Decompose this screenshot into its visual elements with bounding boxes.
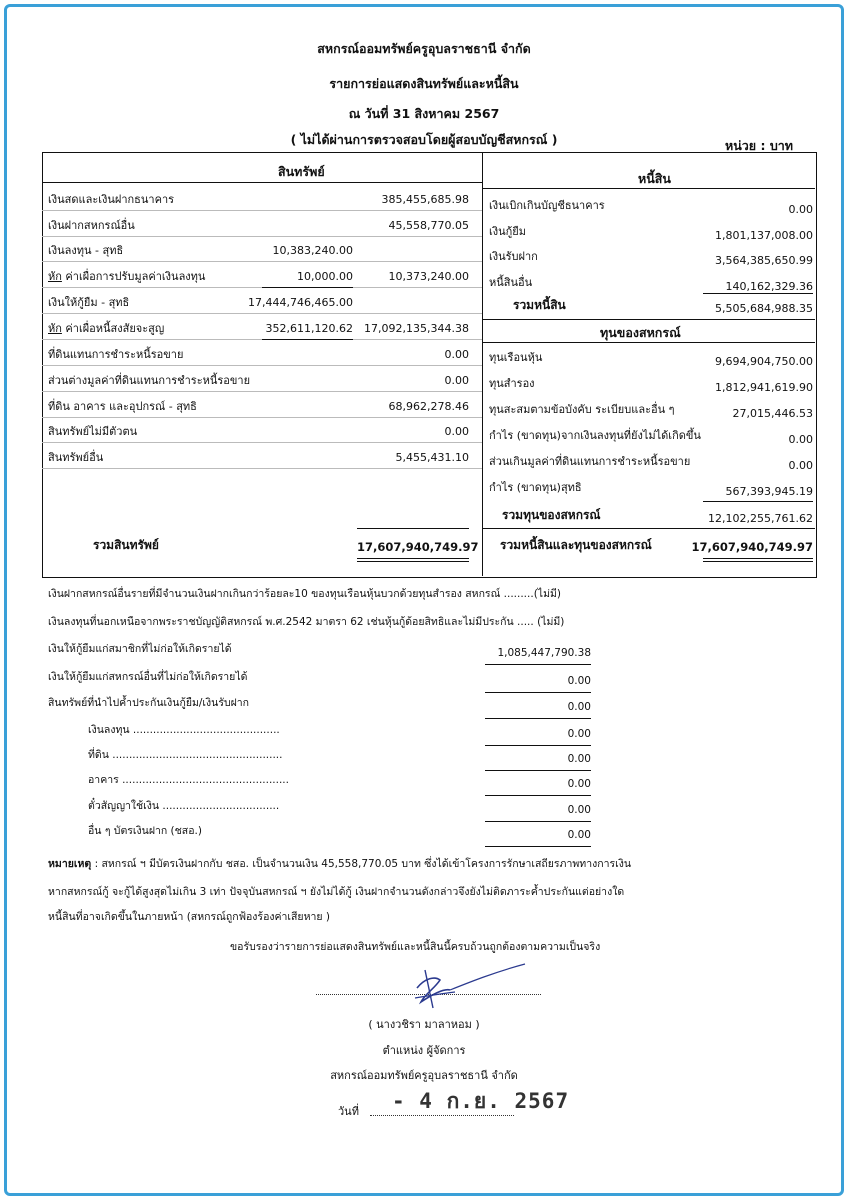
equity-label: ทุนสำรอง [489, 377, 535, 390]
note-item-value: 0.00 [567, 753, 591, 765]
asset-sub-value: 17,444,746,465.00 [248, 296, 353, 309]
note-item-value: 0.00 [567, 778, 591, 790]
asset-row-rule [42, 210, 482, 211]
liability-label: เงินเบิกเกินบัญชีธนาคาร [489, 199, 605, 212]
asset-value: 0.00 [444, 348, 469, 361]
remark-label: หมายเหตุ [48, 858, 92, 870]
equity-value: 9,694,904,750.00 [715, 355, 813, 368]
asset-label [48, 322, 164, 336]
liabilities-heading-rule [482, 188, 815, 189]
deduct-prefix: หัก [48, 270, 62, 283]
note-item-underline [485, 692, 591, 693]
liabilities-total-rule [482, 319, 815, 320]
equity-total-topline [703, 501, 813, 502]
grand-total-underline-2 [703, 561, 813, 562]
note-item-label: อื่น ๆ บัตรเงินฝาก (ชสอ.) [88, 825, 202, 837]
note-item-underline [485, 795, 591, 796]
asset-label [48, 348, 183, 362]
note-item-underline [485, 664, 591, 665]
note-item-label: อาคาร .................................................. [88, 774, 289, 786]
asset-label [48, 296, 129, 310]
equity-label: ส่วนเกินมูลค่าที่ดินแทนการชำระหนี้รอขาย [489, 455, 691, 468]
note-item-value: 0.00 [567, 675, 591, 687]
date-stamp: - 4 ก.ย. 2567 [392, 1089, 570, 1113]
asset-label-text: เงินลงทุน - สุทธิ [48, 244, 124, 257]
remark-line-3: หนี้สินที่อาจเกิดขึ้นในภายหน้า (สหกรณ์ถูกฟ้องร้องค่าเสียหาย ) [48, 911, 330, 923]
note-item-label: สินทรัพย์ที่นำไปค้ำประกันเงินกู้ยืม/เงินรับฝาก [48, 697, 250, 709]
equity-total-value: 12,102,255,761.62 [708, 512, 813, 525]
sub-value-underline [262, 287, 353, 288]
note-item-label: เงินให้กู้ยืมแก่สหกรณ์อื่นที่ไม่ก่อให้เกิดรายได้ [48, 671, 248, 683]
asset-sub-value: 352,611,120.62 [265, 322, 353, 335]
note-item-value: 0.00 [567, 804, 591, 816]
asset-value: 68,962,278.46 [388, 400, 469, 413]
liabilities-total-value: 5,505,684,988.35 [715, 302, 813, 315]
note-item-label: ที่ดิน ................................................... [88, 749, 283, 761]
asset-label-text: ค่าเผื่อหนี้สงสัยจะสูญ [65, 322, 165, 335]
asset-label-text: ที่ดิน อาคาร และอุปกรณ์ - สุทธิ [48, 400, 197, 413]
asset-row-rule [42, 468, 482, 469]
grand-total-underline-1 [703, 558, 813, 559]
note-item-underline [485, 770, 591, 771]
note-item-underline [485, 846, 591, 847]
asset-label [48, 219, 135, 233]
note-item-label: ตั๋วสัญญาใช้เงิน ................................... [88, 800, 280, 812]
assets-total-underline-2 [357, 561, 469, 562]
assets-heading-rule [42, 182, 482, 183]
equity-heading: ทุนของสหกรณ์ [600, 325, 681, 340]
assets-total-underline-1 [357, 558, 469, 559]
note-line-2: เงินลงทุนที่นอกเหนือจากพระราชบัญญัติสหกรณ์ พ.ศ.2542 มาตรา 62 เช่นหุ้นกู้ด้อยสิทธิและไม่มีประกัน ..... (ไม่มี) [48, 616, 565, 628]
note-item-value: 1,085,447,790.38 [497, 647, 591, 659]
equity-value: 1,812,941,619.90 [715, 381, 813, 394]
certify-text: ขอรับรองว่ารายการย่อแสดงสินทรัพย์และหนี้สินนี้ครบถ้วนถูกต้องตามความเป็นจริง [230, 941, 601, 953]
asset-row-rule [42, 261, 482, 262]
note-item-label: เงินลงทุน ............................................ [88, 724, 280, 736]
equity-label: กำไร (ขาดทุน)สุทธิ [489, 481, 582, 494]
grand-total-value: 17,607,940,749.97 [691, 540, 813, 554]
note-item-underline [485, 718, 591, 719]
asset-row-rule [42, 417, 482, 418]
liabilities-total-topline [703, 293, 813, 294]
equity-value: 0.00 [788, 433, 813, 446]
asset-value: 5,455,431.10 [395, 451, 469, 464]
asset-row-rule [42, 442, 482, 443]
asset-row-rule [42, 236, 482, 237]
signature-mark [395, 958, 535, 1018]
sign-date-label: วันที่ [338, 1105, 359, 1118]
signer-name: ( นางวชิรา มาลาหอม ) [368, 1018, 480, 1031]
equity-value: 0.00 [788, 459, 813, 472]
asset-sub-value: 10,000.00 [297, 270, 353, 283]
equity-total-label: รวมทุนของสหกรณ์ [502, 508, 601, 522]
asset-label [48, 374, 250, 388]
signer-position: ตำแหน่ง ผู้จัดการ [382, 1044, 466, 1057]
asset-row-rule [42, 313, 482, 314]
remark-line-2: หากสหกรณ์กู้ จะกู้ได้สูงสุดไม่เกิน 3 เท่า ปัจจุบันสหกรณ์ ฯ ยังไม่ได้กู้ เงินฝากจำนวนดังกล่าวจึงยังไม่ติดภาระค้ำประกันแต่อย่างใด [48, 886, 625, 898]
report-date: ณ วันที่ 31 สิงหาคม 2567 [348, 106, 500, 121]
asset-value: 385,455,685.98 [381, 193, 469, 206]
liability-value: 3,564,385,650.99 [715, 254, 813, 267]
assets-heading: สินทรัพย์ [278, 164, 325, 179]
audit-note: ( ไม่ได้ผ่านการตรวจสอบโดยผู้สอบบัญชีสหกรณ์ ) [290, 132, 558, 147]
asset-label [48, 400, 197, 414]
liability-label: เงินกู้ยืม [489, 225, 527, 238]
note-item-underline [485, 745, 591, 746]
note-item-value: 0.00 [567, 701, 591, 713]
asset-value: 45,558,770.05 [388, 219, 469, 232]
asset-label [48, 425, 137, 439]
note-item-value: 0.00 [567, 829, 591, 841]
asset-row-rule [42, 391, 482, 392]
note-line-1: เงินฝากสหกรณ์อื่นรายที่มีจำนวนเงินฝากเกินกว่าร้อยละ10 ของทุนเรือนหุ้นบวกด้วยทุนสำรอง สหกรณ์ .........(ไม่มี) [48, 588, 562, 600]
liabilities-heading: หนี้สิน [638, 171, 671, 186]
equity-value: 27,015,446.53 [732, 407, 813, 420]
asset-label-text: สินทรัพย์ไม่มีตัวตน [48, 425, 138, 438]
asset-label-text: สินทรัพย์อื่น [48, 451, 104, 464]
asset-label-text: เงินให้กู้ยืม - สุทธิ [48, 296, 130, 309]
equity-label: กำไร (ขาดทุน)จากเงินลงทุนที่ยังไม่ได้เกิดขึ้น [489, 429, 701, 442]
asset-label [48, 270, 205, 284]
asset-value: 17,092,135,344.38 [364, 322, 469, 335]
asset-value: 10,373,240.00 [388, 270, 469, 283]
asset-label-text: ส่วนต่างมูลค่าที่ดินแทนการชำระหนี้รอขาย [48, 374, 251, 387]
signer-org: สหกรณ์ออมทรัพย์ครูอุบลราชธานี จำกัด [330, 1069, 518, 1082]
table-divider [482, 152, 483, 576]
assets-total-label: รวมสินทรัพย์ [93, 538, 159, 552]
asset-label-text: ที่ดินแทนการชำระหนี้รอขาย [48, 348, 184, 361]
liabilities-total-label: รวมหนี้สิน [513, 298, 566, 312]
equity-total-rule [482, 528, 815, 529]
asset-label-text: เงินสดและเงินฝากธนาคาร [48, 193, 175, 206]
liability-value: 140,162,329.36 [725, 280, 813, 293]
grand-total-label: รวมหนี้สินและทุนของสหกรณ์ [500, 538, 652, 552]
asset-label [48, 244, 123, 258]
asset-sub-value: 10,383,240.00 [272, 244, 353, 257]
asset-label [48, 193, 174, 207]
asset-value: 0.00 [444, 374, 469, 387]
remark-text-1: : สหกรณ์ ฯ มีบัตรเงินฝากกับ ชสอ. เป็นจำนวนเงิน 45,558,770.05 บาท ซึ่งได้เข้าโครงการรักษาเสถียรภาพทางการเงิน [94, 858, 632, 870]
unit-label: หน่วย : บาท [725, 138, 794, 153]
equity-label: ทุนสะสมตามข้อบังคับ ระเบียบและอื่น ๆ [489, 403, 675, 416]
report-title: รายการย่อแสดงสินทรัพย์และหนี้สิน [329, 76, 519, 91]
assets-total-topline [357, 528, 469, 529]
asset-row-rule [42, 365, 482, 366]
asset-label [48, 451, 103, 465]
liability-value: 1,801,137,008.00 [715, 229, 813, 242]
sub-value-underline [262, 339, 353, 340]
liability-label: หนี้สินอื่น [489, 276, 533, 289]
assets-total-value: 17,607,940,749.97 [357, 540, 479, 554]
equity-value: 567,393,945.19 [725, 485, 813, 498]
remark-line-1 [48, 857, 631, 871]
asset-label-text: เงินฝากสหกรณ์อื่น [48, 219, 135, 232]
asset-value: 0.00 [444, 425, 469, 438]
asset-label-text: ค่าเผื่อการปรับมูลค่าเงินลงทุน [65, 270, 206, 283]
note-item-underline [485, 821, 591, 822]
deduct-prefix: หัก [48, 322, 62, 335]
liability-value: 0.00 [788, 203, 813, 216]
note-item-value: 0.00 [567, 728, 591, 740]
equity-heading-rule [482, 342, 815, 343]
equity-label: ทุนเรือนหุ้น [489, 351, 543, 364]
org-name: สหกรณ์ออมทรัพย์ครูอุบลราชธานี จำกัด [317, 41, 531, 56]
note-item-label: เงินให้กู้ยืมแก่สมาชิกที่ไม่ก่อให้เกิดรายได้ [48, 643, 232, 655]
liability-label: เงินรับฝาก [489, 250, 538, 263]
